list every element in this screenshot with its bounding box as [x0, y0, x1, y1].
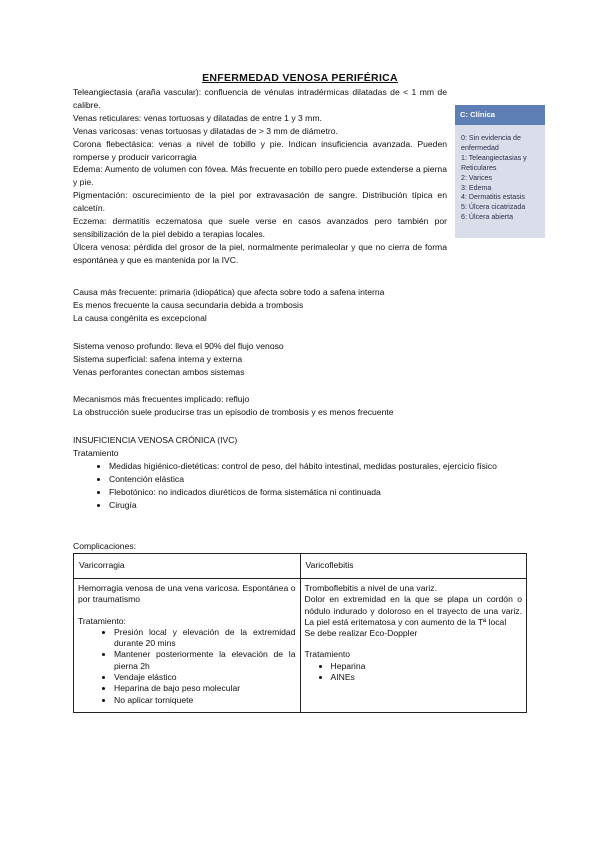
column-header-varicorragia: Varicorragia — [74, 554, 301, 579]
page-title: ENFERMEDAD VENOSA PERIFÉRICA — [202, 72, 398, 84]
clinical-classification-box — [455, 105, 545, 238]
table-header-row — [74, 554, 527, 579]
mechanisms-section — [73, 393, 533, 419]
treatment-item: • Medidas higiénico-dietéticas: control de peso, del hábito intestinal, medidas posturales, ejercicio físico — [109, 460, 529, 473]
definition-paragraph: Venas reticulares: venas tortuosas y dilatadas de entre 1 y 3 mm. — [73, 112, 322, 123]
varicorragia-treatment-label: Tratamiento: — [78, 615, 126, 626]
definition-paragraph: Pigmentación: oscurecimiento de la piel por extravasación de sangre. Distribución típica en calcetín. — [73, 190, 447, 214]
definition-paragraph: Edema: Aumento de volumen con fóvea. Más frecuente en tobillo pero puede extenderse a pierna y pie. — [73, 164, 447, 188]
definitions-section — [73, 86, 447, 267]
varicoflebitis-line: Dolor en extremidad en la que se plapa un cordón o nódulo indurado y doloroso en el trayecto de una variz. La piel está eritematosa y con aumento de la Tª local — [304, 594, 522, 627]
system-line: Venas perforantes conectan ambos sistemas — [73, 366, 245, 377]
varicorragia-treatment-list — [78, 627, 296, 706]
treatment-item: • Flebotónico: no indicados diuréticos de forma sistemática ni continuada — [109, 486, 529, 499]
sidebar-item: 4: Dermatitis estasis — [461, 193, 525, 202]
systems-section — [73, 340, 533, 379]
list-item: • No aplicar torniquete — [114, 695, 296, 706]
treatment-label: Tratamiento — [73, 448, 119, 458]
varicoflebitis-treatment-label: Tratamiento — [304, 649, 351, 660]
varicoflebitis-line: Se debe realizar Eco-Doppler — [304, 628, 418, 639]
sidebar-list — [455, 125, 545, 223]
sidebar-item: 6: Úlcera abierta — [461, 213, 514, 222]
varicoflebitis-treatment-list — [305, 661, 523, 684]
sidebar-item: 5: Úlcera cicatrizada — [461, 203, 526, 212]
definition-paragraph: Úlcera venosa: pérdida del grosor de la piel, normalmente perimaleolar y que no cierra de forma espontánea y que es mantenida por la IVC. — [73, 241, 447, 265]
list-item: • Mantener posteriormente la elevación de la pierna 2h — [114, 649, 296, 672]
cause-line: Es menos frecuente la causa secundaria debida a trombosis — [73, 299, 304, 310]
sidebar-item: 3: Edema — [461, 183, 492, 192]
causes-section — [73, 286, 533, 325]
table-row — [74, 579, 527, 713]
sidebar-item: 2: Varices — [461, 173, 493, 182]
sidebar-item: 0: Sin evidencia de enfermedad — [461, 134, 521, 152]
varicorragia-cell — [74, 579, 301, 713]
mechanism-line: La obstrucción suele producirse tras un episodio de trombosis y es menos frecuente — [73, 406, 394, 417]
treatment-item: • Contención elástica — [109, 473, 529, 486]
list-item: • Heparina de bajo peso molecular — [114, 683, 296, 694]
list-item: • Vendaje elástico — [114, 672, 296, 683]
list-item: • AINEs — [331, 672, 523, 683]
ivc-heading: INSUFICIENCIA VENOSA CRÓNICA (IVC) — [73, 435, 238, 445]
cause-line: Causa más frecuente: primaria (idiopática) que afecta sobre todo a safena interna — [73, 287, 385, 297]
varicoflebitis-cell — [300, 579, 527, 713]
cause-line: La causa congénita es excepcional — [73, 312, 207, 323]
ivc-treatment-section — [73, 447, 529, 512]
complications-label: Complicaciones: — [73, 541, 137, 551]
varicorragia-description: Hemorragia venosa de una vena varicosa. Espontánea o por traumatismo — [78, 583, 296, 605]
system-line: Sistema superficial: safena interna y externa — [73, 353, 243, 364]
definition-paragraph: Teleangiectasia (araña vascular): confluencia de vénulas intradérmicas dilatadas de < 1 mm de calibre. — [73, 87, 447, 110]
list-item: • Heparina — [331, 661, 523, 672]
sidebar-title: C: Clínica — [455, 105, 545, 125]
column-header-varicoflebitis: Varicoflebitis — [300, 554, 527, 579]
treatment-item: • Cirugía — [109, 499, 529, 512]
complications-table — [73, 553, 527, 713]
definition-paragraph: Venas varicosas: venas tortuosas y dilatadas de > 3 mm de diámetro. — [73, 125, 338, 136]
definition-paragraph: Corona flebectásica: venas a nivel de tobillo y pie. Indican insuficiencia avanzada. Pueden romperse y producir varicorragia — [73, 138, 447, 162]
mechanism-line: Mecanismos más frecuentes implicado: reflujo — [73, 394, 250, 404]
varicoflebitis-line: Tromboflebitis a nivel de una variz. — [304, 583, 437, 593]
system-line: Sistema venoso profundo: lleva el 90% del flujo venoso — [73, 341, 284, 351]
list-item: • Presión local y elevación de la extremidad durante 20 mins — [114, 627, 296, 650]
definition-paragraph: Eczema: dermatitis eczematosa que suele verse en casos avanzados pero también por sensibilización de la piel debido a terapias locales. — [73, 216, 447, 239]
treatment-list — [73, 460, 529, 512]
sidebar-item: 1: Teleangiectasias y Reticulares — [461, 153, 527, 172]
